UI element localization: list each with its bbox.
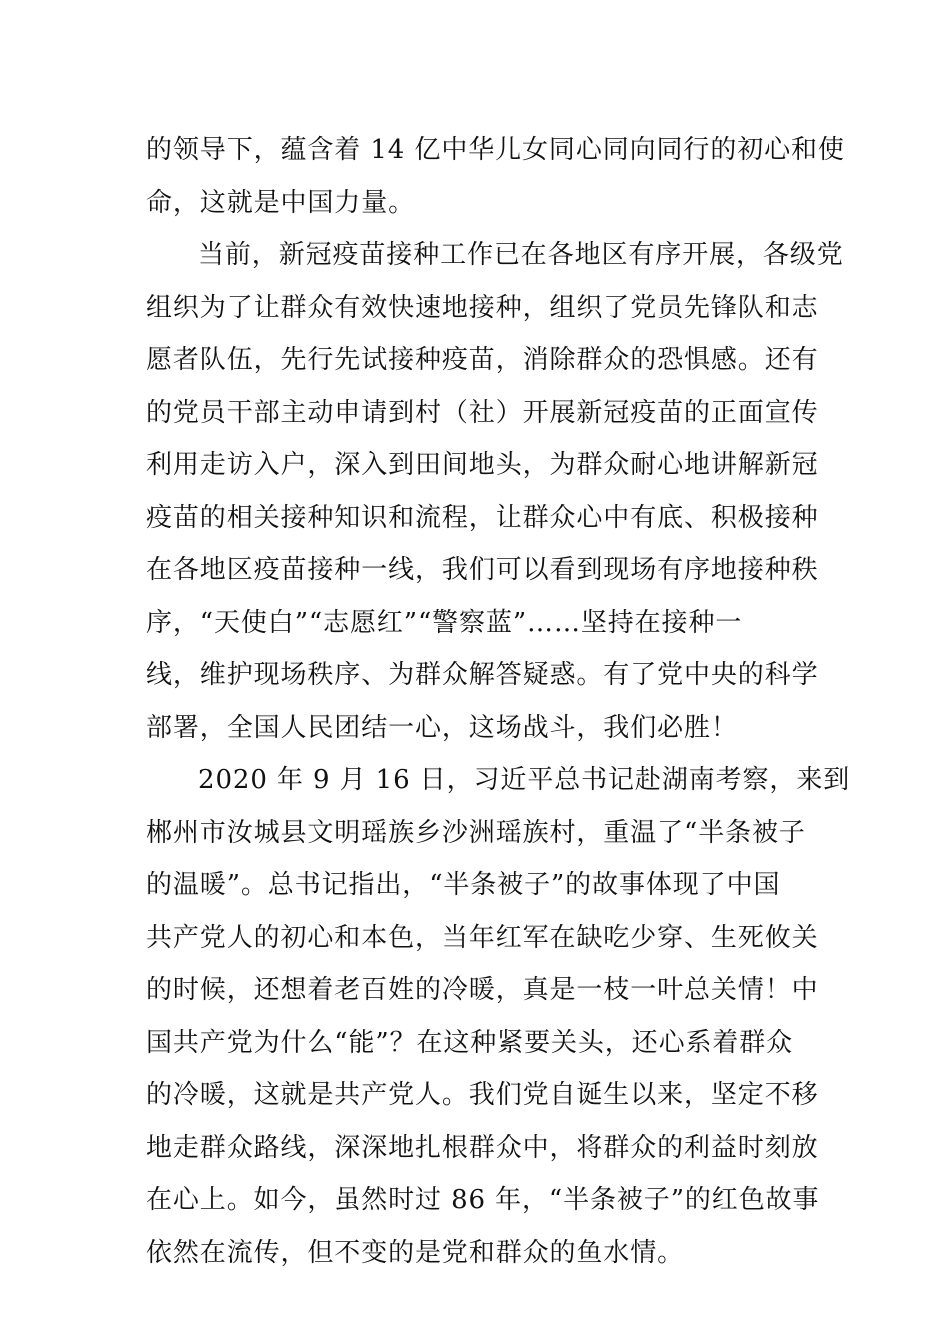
paragraph-line: 2020 年 9 月 16 日，习近平总书记赴湖南考察，来到 — [198, 765, 851, 795]
paragraph-line: 命，这就是中国力量。 — [146, 187, 416, 218]
paragraph-line: 共产党人的初心和本色，当年红军在缺吃少穿、生死攸关 — [146, 922, 819, 953]
paragraph-line: 国共产党为什么“能”？在这种紧要关头，还心系着群众 — [146, 1027, 794, 1058]
paragraph-line: 的领导下，蕴含着 14 亿中华儿女同心同向同行的初心和使 — [146, 135, 845, 165]
paragraph-2 — [146, 229, 844, 754]
paragraph-line: 疫苗的相关接种知识和流程，让群众心中有底、积极接种 — [146, 502, 819, 533]
paragraph-line: 的冷暖，这就是共产党人。我们党自诞生以来，坚定不移 — [146, 1080, 819, 1110]
paragraph-line: 组织为了让群众有效快速地接种，组织了党员先锋队和志 — [146, 292, 819, 323]
paragraph-line: 在各地区疫苗接种一线，我们可以看到现场有序地接种秩 — [146, 555, 819, 585]
paragraph-line: 的党员干部主动申请到村（社）开展新冠疫苗的正面宣传 — [146, 397, 819, 428]
paragraph-3 — [146, 754, 851, 1279]
paragraph-line: 当前，新冠疫苗接种工作已在各地区有序开展，各级党 — [198, 240, 844, 270]
paragraph-line: 线，维护现场秩序、为群众解答疑惑。有了党中央的科学 — [146, 660, 819, 690]
paragraph-line: 地走群众路线，深深地扎根群众中，将群众的利益时刻放 — [146, 1132, 819, 1163]
paragraph-line: 愿者队伍，先行先试接种疫苗，消除群众的恐惧感。还有 — [146, 345, 819, 375]
paragraph-line: 在心上。如今，虽然时过 86 年，“半条被子”的红色故事 — [146, 1185, 820, 1215]
paragraph-1 — [146, 124, 845, 229]
paragraph-line: 部署，全国人民团结一心，这场战斗，我们必胜！ — [146, 712, 738, 743]
paragraph-line: 依然在流传，但不变的是党和群众的鱼水情。 — [146, 1237, 685, 1268]
paragraph-line: 序，“天使白”“志愿红”“警察蓝”……坚持在接种一 — [146, 607, 743, 638]
paragraph-line: 的时候，还想着老百姓的冷暖，真是一枝一叶总关情！中 — [146, 975, 819, 1005]
paragraph-line: 的温暖”。总书记指出，“半条被子”的故事体现了中国 — [146, 870, 781, 900]
document-body — [146, 124, 851, 1279]
paragraph-line: 利用走访入户，深入到田间地头，为群众耐心地讲解新冠 — [146, 450, 819, 480]
paragraph-line: 郴州市汝城县文明瑶族乡沙洲瑶族村，重温了“半条被子 — [146, 817, 806, 848]
